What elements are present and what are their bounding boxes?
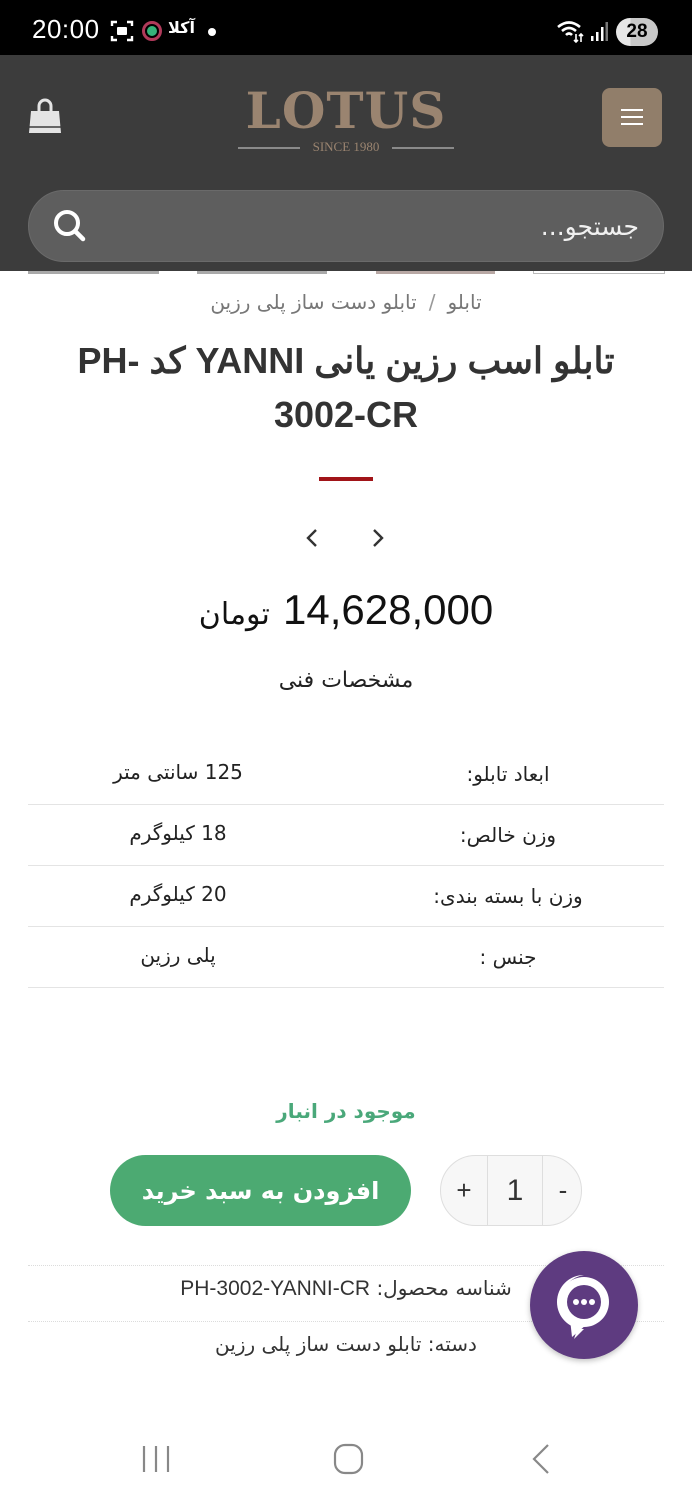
logo-subtitle: SINCE 1980 <box>236 139 456 155</box>
signal-icon <box>590 22 608 42</box>
price-amount: 14,628,000 <box>282 586 494 633</box>
battery-indicator: 28 <box>616 18 658 46</box>
cart-bag-icon[interactable] <box>24 97 66 139</box>
quantity-decrease-button[interactable]: - <box>558 1175 568 1205</box>
previous-product-chevron-icon[interactable] <box>302 526 322 550</box>
spec-label: ابعاد تابلو: <box>466 762 550 786</box>
hamburger-line <box>621 109 643 111</box>
recent-apps-icon[interactable] <box>140 1442 172 1476</box>
spec-row <box>28 805 664 866</box>
breadcrumb-separator: / <box>428 290 436 314</box>
spec-heading: مشخصات فنی <box>278 668 414 693</box>
app-notification-name: آکلا <box>168 18 195 37</box>
spec-row <box>28 744 664 805</box>
chat-button[interactable] <box>530 1251 638 1359</box>
spec-value: 20 کیلوگرم <box>129 882 227 906</box>
site-logo[interactable] <box>236 81 456 155</box>
add-to-cart-button[interactable]: افزودن به سبد خرید <box>110 1155 411 1226</box>
product-price <box>0 586 692 634</box>
wifi-icon <box>556 18 586 44</box>
home-icon[interactable] <box>332 1442 366 1476</box>
chat-bubble-icon <box>552 1271 616 1341</box>
more-notifications-dot-icon <box>208 28 216 36</box>
spec-value: 18 کیلوگرم <box>129 821 227 845</box>
gallery-thumbnail[interactable] <box>533 271 665 274</box>
back-icon[interactable] <box>528 1442 554 1476</box>
logo-text: LOTUS <box>245 81 447 140</box>
breadcrumb-item[interactable]: تابلو <box>447 290 482 314</box>
search-icon[interactable] <box>51 207 89 245</box>
product-title: تابلو اسب رزین یانی YANNI کد PH-3002-CR <box>77 340 615 435</box>
breadcrumb <box>0 290 692 314</box>
status-time: 20:00 <box>32 14 100 44</box>
stock-status: موجود در انبار <box>276 1099 416 1123</box>
sku-label: شناسه محصول: <box>376 1276 512 1300</box>
screenshot-notification-icon <box>110 20 134 42</box>
spec-row <box>28 866 664 927</box>
sku-value: PH-3002-YANNI-CR <box>180 1277 371 1300</box>
spec-label: وزن با بسته بندی: <box>433 884 583 908</box>
gallery-thumbnail[interactable] <box>376 271 495 274</box>
gallery-thumbnails <box>0 271 692 277</box>
menu-hamburger-button[interactable] <box>602 88 662 147</box>
system-navigation-bar <box>0 1420 692 1500</box>
spec-table <box>28 744 664 988</box>
breadcrumb-item[interactable]: تابلو دست ساز پلی رزین <box>210 290 417 314</box>
price-currency: تومان <box>198 597 270 632</box>
status-bar <box>0 0 692 55</box>
category-label: دسته: <box>427 1332 477 1356</box>
search-box <box>28 190 664 262</box>
spec-label: وزن خالص: <box>459 823 557 847</box>
site-header <box>0 55 692 271</box>
spec-value: پلی رزین <box>140 943 216 967</box>
search-input[interactable] <box>119 191 639 261</box>
next-product-chevron-icon[interactable] <box>368 526 388 550</box>
quantity-increase-button[interactable]: + <box>456 1175 472 1205</box>
gallery-thumbnail[interactable] <box>197 271 327 274</box>
gallery-thumbnail[interactable] <box>28 271 159 274</box>
hamburger-line <box>621 123 643 125</box>
app-notification-icon <box>142 21 162 41</box>
quantity-input[interactable]: 1 <box>487 1156 543 1225</box>
spec-value: 125 سانتی متر <box>113 760 243 784</box>
quantity-stepper <box>440 1155 582 1226</box>
title-divider <box>319 477 373 481</box>
spec-row <box>28 927 664 988</box>
hamburger-line <box>621 116 643 118</box>
category-link[interactable]: تابلو دست ساز پلی رزین <box>215 1332 422 1356</box>
spec-label: جنس : <box>479 945 537 969</box>
